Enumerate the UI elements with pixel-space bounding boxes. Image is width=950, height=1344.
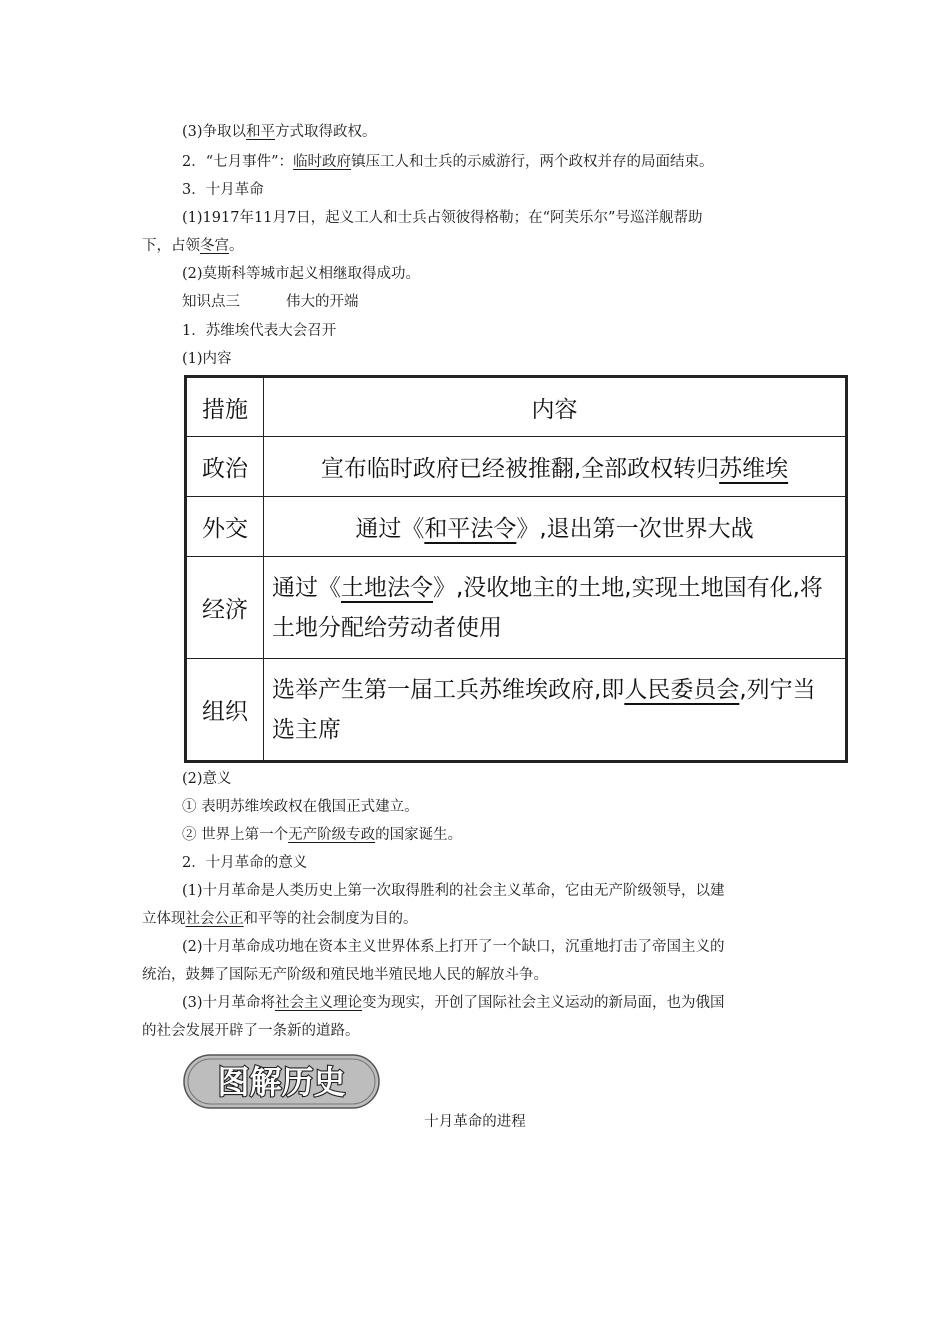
line-peaceful: [182, 122, 377, 142]
underlined-term: 临时政府: [293, 154, 352, 170]
header-content: 内容: [264, 377, 847, 437]
underlined-term: 无产阶级专政: [288, 827, 376, 843]
table-header-row: [186, 377, 847, 437]
line-sig-para1: (1)十月革命是人类历史上第一次取得胜利的社会主义革命，它由无产阶级领导，以建: [182, 883, 725, 899]
text: 。: [229, 238, 244, 254]
text: ② 世界上第一个: [182, 827, 289, 843]
line-july-events: [182, 152, 714, 172]
figure-caption: 十月革命的进程: [424, 1114, 526, 1130]
text: 和平等的社会制度为目的。: [243, 911, 418, 927]
table-row: [186, 497, 847, 557]
row-key: 政治: [186, 437, 264, 497]
text: 》,退出第一次世界大战: [516, 516, 754, 542]
text: 方式取得政权。: [275, 124, 377, 140]
line-sig-para2-cont: 统治，鼓舞了国际无产阶级和殖民地半殖民地人民的解放斗争。: [142, 967, 548, 983]
text: 宣布临时政府已经被推翻,全部政权转归: [320, 456, 720, 482]
underlined-term: 和平法令: [424, 516, 517, 542]
underlined-term: 社会公正: [185, 911, 244, 927]
text: 镇压工人和士兵的示威游行，两个政权并存的局面结束。: [351, 154, 714, 170]
text: 通过《: [272, 574, 341, 601]
line-congress: 1．苏维埃代表大会召开: [182, 323, 337, 339]
text: (3)十月革命将: [182, 995, 276, 1011]
line-significance-label: (2)意义: [182, 771, 232, 787]
line-sig-para3: [182, 993, 725, 1013]
underlined-term: 冬宫: [200, 238, 229, 254]
underlined-term: 土地法令: [341, 574, 433, 601]
text: 选举产生第一届工兵苏维埃政府,即: [272, 676, 625, 703]
text: 》,没收地主的土地,实现土地国有化,将土地分配给劳动者使用: [272, 574, 823, 641]
line-october-heading: 3．十月革命: [182, 182, 264, 198]
table-row: [186, 437, 847, 497]
text: 通过《: [355, 516, 425, 542]
line-significance-1: ① 表明苏维埃政权在俄国正式建立。: [182, 799, 419, 815]
row-value: [264, 437, 847, 497]
text: 的国家诞生。: [375, 827, 463, 843]
text: ,列宁当选主席: [272, 676, 816, 743]
row-value: [264, 497, 847, 557]
underlined-term: 苏维埃: [719, 456, 789, 482]
line-content-label: (1)内容: [182, 351, 232, 367]
section-title: 伟大的开端: [286, 294, 359, 310]
line-october-1-cont: [142, 236, 244, 256]
underlined-term: 社会主义理论: [275, 995, 363, 1011]
line-sig-para2: (2)十月革命成功地在资本主义世界体系上打开了一个缺口，沉重地打击了帝国主义的: [182, 939, 725, 955]
text: 下，占领: [142, 238, 200, 254]
line-sig-para3-cont: 的社会发展开辟了一条新的道路。: [142, 1023, 360, 1039]
text: 变为现实，开创了国际社会主义运动的新局面，也为俄国: [362, 995, 725, 1011]
row-value: [264, 557, 847, 659]
table-row: [186, 557, 847, 659]
knowledge-point-three: [182, 292, 359, 312]
measures-table: [184, 375, 848, 763]
line-october-significance: 2．十月革命的意义: [182, 855, 308, 871]
row-key: 组织: [186, 659, 264, 762]
text: (3)争取以: [182, 124, 247, 140]
line-october-1: (1)1917年11月7日，起义工人和士兵占领彼得格勒；在“阿芙乐尔”号巡洋舰帮助: [182, 210, 703, 226]
illustrated-history-banner: [183, 1052, 380, 1110]
banner-text: 图解历史: [217, 1063, 346, 1101]
underlined-term: 人民委员会: [624, 676, 740, 703]
underlined-term: 和平: [246, 124, 276, 140]
text: 2．“七月事件”：: [182, 154, 294, 170]
text: 立体现: [142, 911, 186, 927]
table-row: [186, 659, 847, 762]
row-value: [264, 659, 847, 762]
line-sig-para1-cont: [142, 909, 418, 929]
row-key: 外交: [186, 497, 264, 557]
section-label: 知识点三: [182, 294, 240, 310]
header-measure: 措施: [186, 377, 264, 437]
row-key: 经济: [186, 557, 264, 659]
line-october-2: (2)莫斯科等城市起义相继取得成功。: [182, 266, 421, 282]
line-significance-2: [182, 825, 462, 845]
